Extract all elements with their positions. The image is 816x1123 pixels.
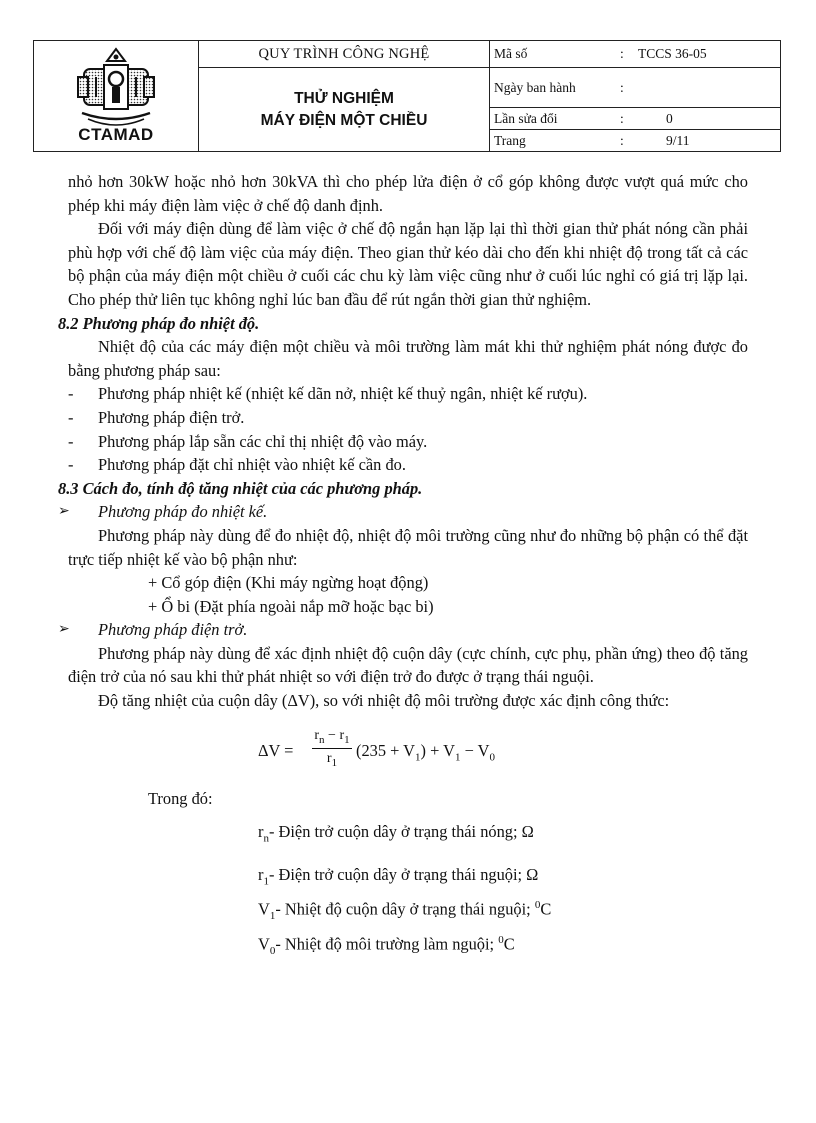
- dash-bullet: -: [68, 384, 74, 404]
- list-item-text: Phương pháp nhiệt kế (nhiệt kế dãn nở, nhiệt kế thuỷ ngân, nhiệt kế rượu).: [98, 384, 588, 404]
- formula-rhs: $(235 + V_1) + V_1 - V_0$: [356, 740, 495, 763]
- dash-bullet: -: [68, 431, 74, 451]
- meta-separator: :: [620, 110, 624, 126]
- meta-label: Mã số: [494, 46, 528, 61]
- meta-value: 0: [666, 110, 673, 126]
- list-item-text: Phương pháp lắp sẵn các chỉ thị nhiệt độ vào máy.: [98, 431, 428, 451]
- meta-separator: :: [620, 132, 624, 148]
- list-item: + Cổ góp điện (Khi máy ngừng hoạt động): [148, 573, 429, 593]
- document-title-line1: THỬ NGHIỆM: [294, 89, 394, 107]
- list-item-text: Phương pháp đặt chỉ nhiệt vào nhiệt kế cần đo.: [98, 455, 406, 475]
- list-item: + Ổ bi (Đặt phía ngoài nắp mỡ hoặc bạc bi): [148, 596, 434, 616]
- arrow-bullet-icon: ➢: [58, 622, 70, 638]
- document-body: [58, 170, 748, 962]
- subsection-heading: [58, 618, 748, 642]
- meta-page-cell: [490, 130, 781, 152]
- meta-revision-cell: [490, 108, 781, 130]
- definition-item: $r_n-$ Điện trở cuộn dây ở trạng thái nóng; Ω: [258, 822, 534, 845]
- meta-separator: :: [620, 46, 624, 61]
- subsection-title: Phương pháp đo nhiệt kế.: [98, 502, 268, 522]
- meta-code-cell: [490, 41, 781, 68]
- section-heading-8-3: 8.3 Cách đo, tính độ tăng nhiệt của các phương pháp.: [58, 478, 423, 498]
- formula-numerator: $r_n - r_1$: [312, 727, 352, 750]
- paragraph: Độ tăng nhiệt của cuộn dây (ΔV), so với nhiệt độ môi trường được xác định công thức:: [98, 691, 670, 711]
- document-title-cell: [199, 68, 490, 152]
- document-header-table: [33, 40, 781, 152]
- section-heading-8-2: 8.2 Phương pháp đo nhiệt độ.: [58, 313, 260, 333]
- company-logo-icon: [76, 47, 156, 127]
- paragraph: Nhiệt độ của các máy điện một chiều và môi trường làm mát khi thử nghiệm phát nóng được đo bằng phương pháp sau:: [68, 337, 748, 380]
- symbol-definitions: [68, 820, 748, 962]
- paragraph: Phương pháp này dùng để xác định nhiệt độ cuộn dây (cực chính, cực phụ, phần ứng) theo độ tăng điện trở của nó sau khi thử phát nhiệt so với điện trở đo được ở trạng thái nguội.: [68, 643, 748, 687]
- meta-label: Lần sửa đổi: [494, 110, 558, 126]
- formula-lhs: ΔV =: [258, 740, 294, 760]
- paragraph: Phương pháp này dùng để đo nhiệt độ, nhiệt độ môi trường cũng như đo những bộ phận có thể đặt trực tiếp nhiệt kế vào bộ phận như:: [68, 525, 748, 569]
- paragraph: nhỏ hơn 30kW hoặc nhỏ hơn 30kVA thì cho phép lửa điện ở cổ góp không được vượt quá mức cho phép khi máy điện làm việc ở chế độ danh định.: [68, 172, 748, 215]
- list-item-text: Phương pháp điện trở.: [98, 407, 245, 427]
- list-item: [68, 406, 748, 430]
- list-item: [68, 382, 748, 406]
- definition-item: $r_1-$ Điện trở cuộn dây ở trạng thái nguội; Ω: [258, 864, 539, 887]
- subsection-heading: [58, 500, 748, 524]
- meta-label: Trang: [494, 132, 526, 148]
- document-title-line2: MÁY ĐIỆN MỘT CHIỀU: [260, 111, 428, 129]
- definition-item: $V_0-$ Nhiệt độ môi trường làm nguội; $^0$C: [258, 933, 515, 957]
- meta-issue-date-cell: [490, 68, 781, 108]
- formula-denominator: $r_1$: [326, 751, 338, 770]
- temperature-rise-formula: [68, 727, 748, 773]
- company-name: CTAMAD: [78, 125, 154, 144]
- logo-cell: [34, 41, 199, 152]
- arrow-bullet-icon: ➢: [58, 504, 70, 520]
- meta-value: TCCS 36-05: [638, 46, 707, 61]
- paragraph: Đối với máy điện dùng để làm việc ở chế độ ngắn hạn lặp lại thì thời gian thử phát nóng cần phải phù hợp với chế độ làm việc của máy điện. Theo gian thử kéo dài cho đến khi nhiệt độ trong tất cả các bộ phận của máy điện một chiều ở cuối các chu kỳ làm việc cũng như ở cuối lúc nghỉ có giá trị lặp lại. Cho phép thử liên tục không nghỉ lúc ban đầu để rút ngắn thời gian thử nghiệm.: [68, 219, 748, 309]
- list-item: [68, 430, 748, 454]
- where-label: Trong đó:: [148, 788, 213, 808]
- meta-value: 9/11: [666, 132, 690, 148]
- dash-bullet: -: [68, 455, 74, 475]
- list-item: [68, 453, 748, 477]
- meta-separator: :: [620, 79, 624, 95]
- procedure-label: QUY TRÌNH CÔNG NGHỆ: [199, 41, 490, 68]
- formula-fraction: [312, 727, 352, 774]
- definition-item: $V_1-$ Nhiệt độ cuộn dây ở trạng thái nguội; $^0$C: [258, 898, 552, 922]
- meta-label: Ngày ban hành: [494, 79, 576, 95]
- dash-bullet: -: [68, 407, 74, 427]
- subsection-title: Phương pháp điện trở.: [98, 620, 248, 640]
